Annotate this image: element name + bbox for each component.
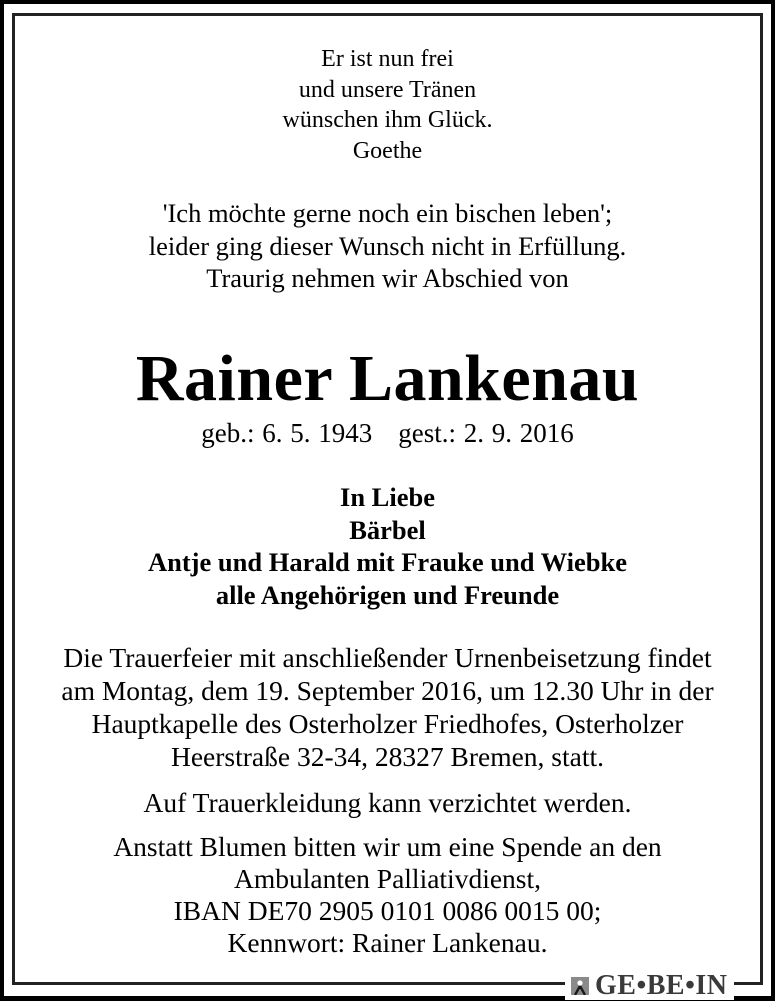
- mourners-list: [15, 481, 760, 611]
- dress-code-note: Auf Trauerkleidung kann verzichtet werden.: [143, 787, 632, 818]
- life-dates: [15, 417, 760, 449]
- funeral-service-info: [15, 641, 760, 773]
- service-line: Heerstraße 32-34, 28327 Bremen, statt.: [170, 741, 604, 772]
- logo-text: GE•BE•IN: [595, 970, 728, 1001]
- mourner-line: Antje und Harald mit Frauke und Wiebke: [147, 547, 628, 577]
- intro-text: [15, 197, 760, 295]
- donation-line: Ambulanten Palliativdienst,: [233, 863, 542, 894]
- mourner-line: alle Angehörigen und Freunde: [215, 579, 560, 610]
- quote-line: und unsere Tränen: [298, 76, 477, 103]
- service-line: Hauptkapelle des Osterholzer Friedhofes, Osterholzer: [91, 708, 684, 739]
- birth-date: geb.: 6. 5. 1943: [201, 418, 373, 448]
- goethe-quote: [15, 44, 760, 166]
- intro-line: leider ging dieser Wunsch nicht in Erfüllung.: [148, 230, 627, 261]
- intro-line: Traurig nehmen wir Abschied von: [206, 263, 569, 293]
- quote-line: Er ist nun frei: [321, 46, 454, 72]
- person-mark-icon: [571, 977, 589, 995]
- mourner-line: Bärbel: [349, 514, 426, 545]
- notice-outer-frame: [4, 4, 771, 996]
- gebein-logo: [565, 972, 734, 1000]
- service-line: am Montag, dem 19. September 2016, um 12.30 Uhr in der: [61, 675, 714, 706]
- intro-line: 'Ich möchte gerne noch ein bischen leben';: [162, 198, 613, 228]
- donation-keyword: Kennwort: Rainer Lankenau.: [227, 927, 548, 958]
- death-date: gest.: 2. 9. 2016: [398, 418, 574, 448]
- quote-line: wünschen ihm Glück.: [282, 107, 493, 133]
- donation-line: Anstatt Blumen bitten wir um eine Spende an den: [113, 831, 662, 862]
- mourner-line: In Liebe: [340, 482, 435, 512]
- donation-info: [15, 831, 760, 959]
- donation-iban: IBAN DE70 2905 0101 0086 0015 00;: [173, 895, 602, 926]
- deceased-name: Rainer Lankenau: [135, 342, 640, 415]
- quote-author: Goethe: [352, 137, 423, 164]
- notice-inner-frame: [12, 13, 763, 985]
- service-line: Die Trauerfeier mit anschließender Urnenbeisetzung findet: [63, 642, 712, 673]
